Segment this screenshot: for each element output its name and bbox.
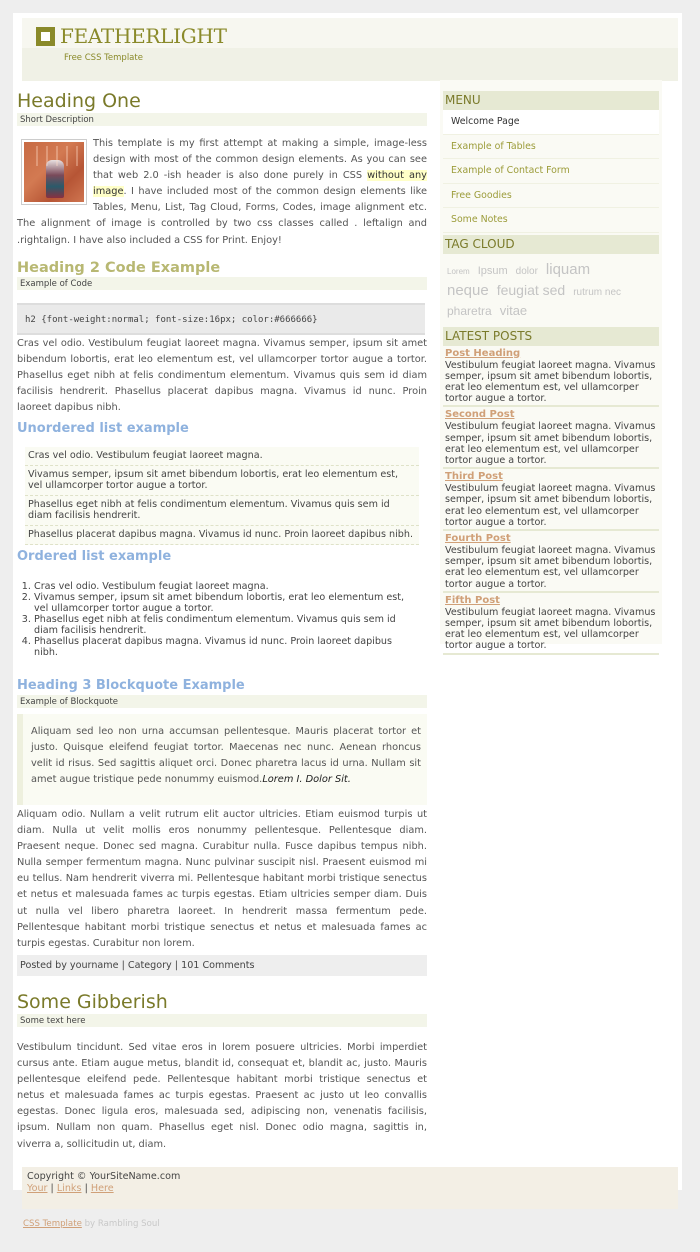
sidebar	[440, 80, 662, 652]
unordered-list	[25, 447, 419, 545]
latest-post-item	[443, 469, 659, 531]
tag-link[interactable]: liquam	[545, 260, 591, 278]
menu-item-free-goodies[interactable]: Free Goodies	[443, 184, 659, 209]
menu-item-some-notes[interactable]: Some Notes	[443, 208, 659, 233]
meta-separator: |	[121, 959, 125, 971]
list-item: 1. Cras vel odio. Vestibulum feugiat laoreet magna.	[34, 581, 414, 592]
site-tagline: Free CSS Template	[64, 53, 143, 63]
section-heading-three	[17, 677, 427, 976]
section-ordered-list	[17, 548, 427, 658]
footer-link-links[interactable]: Links	[56, 1183, 82, 1194]
intro-text-continued: . I have included most of the common design elements like Tables, Menu, List, Tag Cloud, Forms, Codes, image alignment etc. The alignment of image is controlled by two css classes called . leftalign and .rightalign. I have also included a CSS for Print. Enjoy!	[17, 186, 427, 246]
footer-separator: |	[84, 1183, 88, 1194]
section-heading-one	[17, 89, 427, 249]
post-title-link[interactable]: Third Post	[445, 471, 503, 483]
ordered-list	[34, 581, 414, 658]
site-header	[22, 18, 678, 81]
latest-post-item	[443, 407, 659, 469]
menu-item-example-of-tables[interactable]: Example of Tables	[443, 135, 659, 160]
list-item: Vivamus semper, ipsum sit amet bibendum lobortis, erat leo elementum est, vel ullamcorper tortor augue a tortor.	[25, 466, 419, 496]
tag-link[interactable]: rutrum nec	[573, 286, 622, 298]
post-excerpt: Vestibulum feugiat laoreet magna. Vivamus semper, ipsum sit amet bibendum lobortis, erat leo elementum est, vel ullamcorper tortor augue a tortor.	[445, 606, 656, 652]
latest-post-item	[443, 531, 659, 593]
intro-block	[17, 136, 427, 249]
footer-separator: |	[50, 1183, 54, 1194]
tag-link[interactable]: dolor	[515, 265, 538, 277]
category-link[interactable]: Category	[127, 959, 172, 971]
post-title-link[interactable]: Post Heading	[445, 347, 521, 359]
list-item: 3. Phasellus eget nibh at felis condimentum elementum. Vivamus quis sem id diam facilisis hendrerit.	[34, 614, 414, 636]
template-credit	[23, 1219, 160, 1229]
elephant-photo	[24, 142, 84, 202]
comments-link[interactable]: 101 Comments	[181, 959, 255, 971]
heading-one-subtitle: Short Description	[17, 113, 427, 126]
quote-author: Lorem I. Dolor Sit.	[262, 774, 351, 786]
latest-post-item	[443, 593, 659, 655]
quote-text: Aliquam sed leo non urna accumsan pellentesque. Mauris placerat tortor et justo. Quisque eleifend feugiat tortor. Maecenas nec nunc. Aenean rhoncus velit id risus. Sed sagittis aliquet orci. Donec pharetra lacus id urna. Nullam sit amet augue tristique pede nonummy euismod.	[31, 726, 421, 786]
tag-link[interactable]: vitae	[499, 302, 528, 318]
post-excerpt: Vestibulum feugiat laoreet magna. Vivamus semper, ipsum sit amet bibendum lobortis, erat leo elementum est, vel ullamcorper tortor augue a tortor.	[445, 359, 656, 405]
heading-three: Heading 3 Blockquote Example	[17, 678, 245, 693]
latest-posts-heading: LATEST POSTS	[443, 327, 659, 346]
post-meta-bar	[17, 955, 427, 976]
gibberish-subtitle: Some text here	[17, 1014, 427, 1027]
list-item: Phasellus placerat dapibus magna. Vivamus id nunc. Proin laoreet dapibus nibh.	[25, 526, 419, 545]
post-excerpt: Vestibulum feugiat laoreet magna. Vivamus semper, ipsum sit amet bibendum lobortis, erat leo elementum est, vel ullamcorper tortor augue a tortor.	[445, 421, 656, 466]
post-excerpt: Vestibulum feugiat laoreet magna. Vivamus semper, ipsum sit amet bibendum lobortis, erat leo elementum est, vel ullamcorper tortor augue a tortor.	[445, 544, 656, 590]
heading-three-subtitle: Example of Blockquote	[17, 695, 427, 708]
post-title-link[interactable]: Fifth Post	[445, 594, 500, 606]
latest-posts-list	[443, 346, 659, 655]
menu-item-welcome-page[interactable]: Welcome Page	[443, 110, 659, 135]
footer-link-your[interactable]: Your	[27, 1183, 48, 1194]
list-item: Cras vel odio. Vestibulum feugiat laoreet magna.	[25, 447, 419, 466]
list-item: Phasellus eget nibh at felis condimentum elementum. Vivamus quis sem id diam facilisis hendrerit.	[25, 496, 419, 526]
tag-link[interactable]: feugiat sed	[496, 281, 566, 298]
heading-one: Heading One	[17, 90, 141, 112]
sidebar-menu	[443, 110, 659, 233]
blockquote-paragraph: Aliquam odio. Nullam a velit rutrum elit auctor ultricies. Etiam euismod turpis ut diam. Nulla ut velit mollis eros nonummy pellentesque. Pellentesque diam. Praesent neque. Donec sed magna. Curabitur nulla. Fusce dapibus tempus nibh. Nulla semper fermentum magna. Nunc pulvinar suscipit nisl. Praesent euismod mi eu tellus. Nam hendrerit viverra mi. Pellentesque habitant morbi tristique senectus et netus et malesuada fames ac turpis egestas. Etiam ultricies semper diam. Duis ut nulla vel libero pharetra laoreet. In hendrerit massa fermentum pede. Pellentesque habitant morbi tristique senectus et netus et malesuada fames ac turpis egestas. Curabitur non lorem.	[17, 809, 427, 949]
heading-two-subtitle: Example of Code	[17, 277, 427, 290]
ordered-list-heading: Ordered list example	[17, 549, 172, 564]
tag-link[interactable]: pharetra	[447, 303, 492, 318]
tag-link[interactable]: neque	[447, 281, 489, 299]
menu-item-example-of-contact-form[interactable]: Example of Contact Form	[443, 159, 659, 184]
tag-cloud-heading: TAG CLOUD	[443, 235, 659, 254]
code-block: h2 {font-weight:normal; font-size:16px; color:#666666}	[17, 303, 425, 335]
gibberish-paragraph: Vestibulum tincidunt. Sed vitae eros in lorem posuere ultricies. Morbi imperdiet cursus ante. Etiam augue metus, blandit id, consequat et, blandit ac, justo. Mauris pellentesque eleifend pede. Pellentesque habitant morbi tristique senectus et netus et malesuada fames ac turpis egestas. Praesent ac justo ut leo convallis egestas. Donec ligula eros, malesuada sed, adipiscing non, venenatis facilisis, ipsum. Nullam non quam. Phasellus eget nisl. Donec odio magna, sagittis in, viverra a, sollicitudin ut, diam.	[17, 1042, 427, 1150]
tag-link[interactable]: Lorem	[447, 266, 470, 276]
gibberish-heading: Some Gibberish	[17, 991, 168, 1013]
heading-two: Heading 2 Code Example	[17, 260, 221, 276]
post-excerpt: Vestibulum feugiat laoreet magna. Vivamus semper, ipsum sit amet bibendum lobortis, erat leo elementum est, vel ullamcorper tortor augue a tortor.	[445, 483, 656, 528]
list-item: 4. Phasellus placerat dapibus magna. Vivamus id nunc. Proin laoreet dapibus nibh.	[34, 636, 414, 658]
section-heading-two	[17, 259, 427, 416]
intro-text: This template is my first attempt at making a simple, image-less design with most of the common design elements. As you can see that web 2.0 -ish header is also done purely in CSS	[93, 138, 427, 182]
footer-link-here[interactable]: Here	[90, 1183, 114, 1194]
site-footer	[22, 1167, 678, 1209]
css-template-link[interactable]: CSS Template	[23, 1219, 82, 1229]
post-title-link[interactable]: Second Post	[445, 409, 515, 421]
intro-image	[21, 139, 87, 205]
posted-by: Posted by yourname	[20, 959, 119, 971]
latest-post-item	[443, 346, 659, 408]
post-title-link[interactable]: Fourth Post	[445, 532, 511, 544]
unordered-list-heading: Unordered list example	[17, 421, 189, 436]
code-paragraph: Cras vel odio. Vestibulum feugiat laoreet magna. Vivamus semper, ipsum sit amet bibendum lobortis, erat leo elementum est, vel ullamcorper tortor augue a tortor. Phasellus eget nibh at felis condimentum elementum. Vivamus quis sem id diam facilisis hendrerit. Phasellus placerat dapibus magna. Vivamus id nunc. Proin laoreet dapibus nibh.	[17, 338, 427, 414]
list-item: 2. Vivamus semper, ipsum sit amet bibendum lobortis, erat leo elementum est, vel ullamcorper tortor augue a tortor.	[34, 592, 414, 614]
meta-separator: |	[174, 959, 179, 971]
tag-link[interactable]: Ipsum	[477, 264, 508, 277]
section-unordered-list	[17, 420, 427, 545]
tag-cloud	[443, 254, 659, 327]
copyright-text: Copyright © YourSiteName.com	[27, 1171, 181, 1182]
logo-square-icon	[36, 27, 55, 46]
site-title[interactable]: FEATHERLIGHT	[60, 24, 227, 48]
menu-heading: MENU	[443, 91, 659, 110]
footer-links	[27, 1183, 673, 1195]
highlighted-text: without any image	[93, 170, 427, 198]
blockquote	[17, 714, 427, 805]
credit-author: by Rambling Soul	[81, 1219, 160, 1229]
section-gibberish	[17, 990, 427, 1153]
